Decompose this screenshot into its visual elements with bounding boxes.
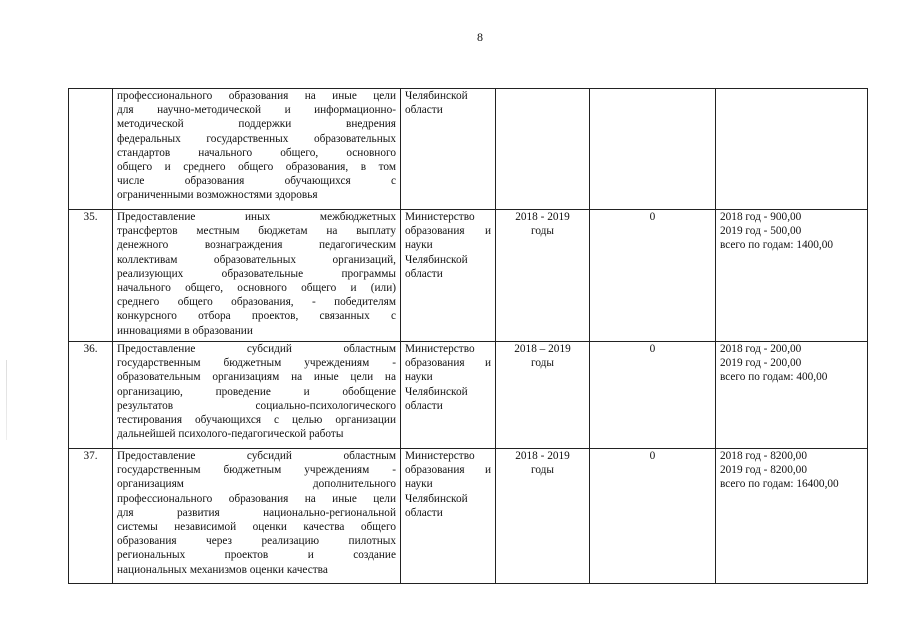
table-row [69, 210, 868, 342]
period-line: 2018 - 2019 [515, 211, 570, 223]
description-line: Предоставление субсидий областным [117, 450, 396, 462]
measure-description [113, 449, 401, 584]
description-line: ограниченными возможностями здоровья [117, 189, 318, 202]
executor-line: Челябинской [405, 253, 468, 266]
description-line: результатов социально-психологического [117, 399, 396, 412]
scan-artifact [6, 360, 7, 440]
description-line: реализующих образовательные программы [117, 267, 396, 280]
description-line: числе образования обучающихся с [117, 175, 396, 188]
executor-line: области [405, 267, 443, 280]
description-line: профессионального образования на иные цели [117, 90, 396, 102]
federal-funding [590, 89, 716, 210]
executor-line: области [405, 104, 443, 117]
funding-line: 2019 год - 8200,00 [720, 464, 807, 477]
description-line: стандартов начального общего, основного [117, 146, 396, 159]
description-line: денежного вознаграждения педагогическим [117, 239, 396, 252]
measure-description [113, 342, 401, 449]
measures-table [68, 88, 868, 584]
period-line: годы [530, 225, 554, 238]
description-line: государственным бюджетным учреждениям - [117, 464, 396, 477]
description-line: системы независимой оценки качества общего [117, 521, 396, 534]
description-line: национальных механизмов оценки качества [117, 563, 328, 576]
description-line: Предоставление субсидий областным [117, 343, 396, 355]
measure-description [113, 89, 401, 210]
description-line: тестирования обучающихся с целью организации [117, 414, 396, 427]
description-line: профессионального образования на иные цели [117, 492, 396, 505]
executor [401, 342, 496, 449]
description-line: среднего общего образования, - победителям [117, 296, 396, 309]
funding-line: 2019 год - 200,00 [720, 357, 802, 370]
description-line: государственным бюджетным учреждениям - [117, 357, 396, 370]
regional-funding [716, 449, 868, 584]
table-row [69, 342, 868, 449]
executor-line: образования и [405, 357, 491, 370]
row-number: 35. [69, 210, 113, 342]
executor-line: области [405, 399, 443, 412]
federal-funding: 0 [590, 210, 716, 342]
executor-line: науки [405, 239, 433, 252]
description-line: организацию, проведение и обобщение [117, 385, 396, 398]
executor-line: Челябинской [405, 385, 468, 398]
executor [401, 449, 496, 584]
regional-funding [716, 89, 868, 210]
row-number [69, 89, 113, 210]
description-line: региональных проектов и создание [117, 549, 396, 562]
description-line: начального общего, основного общего и (или) [117, 282, 396, 295]
row-number: 36. [69, 342, 113, 449]
period-line: 2018 - 2019 [515, 450, 570, 462]
table-row [69, 449, 868, 584]
executor-line: Челябинской [405, 90, 468, 102]
funding-line: 2018 год - 200,00 [720, 343, 802, 355]
funding-line: всего по годам: 1400,00 [720, 239, 834, 252]
period-line: 2018 – 2019 [514, 343, 571, 355]
description-line: образовательным организациям на иные цели на [117, 371, 396, 384]
description-line: методической поддержки внедрения [117, 118, 396, 131]
executor [401, 89, 496, 210]
executor-line: Министерство [405, 343, 475, 355]
period-line: годы [530, 357, 554, 370]
table-row [69, 89, 868, 210]
description-line: коллективам образовательных организаций, [117, 253, 396, 266]
funding-line: 2018 год - 8200,00 [720, 450, 807, 462]
row-number: 37. [69, 449, 113, 584]
funding-line: 2019 год - 500,00 [720, 225, 802, 238]
regional-funding [716, 210, 868, 342]
description-line: федеральных государственных образовательных [117, 132, 396, 145]
description-line: общего и среднего общего образования, в том [117, 161, 396, 174]
executor-line: области [405, 506, 443, 519]
description-line: организациям дополнительного [117, 478, 396, 491]
description-line: для научно-методической и информационно- [117, 104, 396, 117]
executor-line: науки [405, 478, 433, 491]
description-line: для развития национально-региональной [117, 506, 396, 519]
period-line: годы [530, 464, 554, 477]
description-line: конкурсного отбора проектов, связанных с [117, 310, 396, 323]
executor-line: образования и [405, 225, 491, 238]
description-line: дальнейшей психолого-педагогической работы [117, 428, 344, 441]
funding-line: всего по годам: 400,00 [720, 371, 828, 384]
federal-funding: 0 [590, 342, 716, 449]
measure-description [113, 210, 401, 342]
implementation-period [496, 342, 590, 449]
executor [401, 210, 496, 342]
implementation-period [496, 89, 590, 210]
federal-funding: 0 [590, 449, 716, 584]
page-number: 8 [477, 30, 483, 44]
implementation-period [496, 210, 590, 342]
funding-line: всего по годам: 16400,00 [720, 478, 839, 491]
description-line: Предоставление иных межбюджетных [117, 211, 396, 223]
executor-line: Министерство [405, 211, 475, 223]
executor-line: Челябинской [405, 492, 468, 505]
description-line: инновациями в образовании [117, 324, 253, 337]
description-line: образования через реализацию пилотных [117, 535, 396, 548]
funding-line: 2018 год - 900,00 [720, 211, 802, 223]
implementation-period [496, 449, 590, 584]
executor-line: образования и [405, 464, 491, 477]
executor-line: Министерство [405, 450, 475, 462]
regional-funding [716, 342, 868, 449]
executor-line: науки [405, 371, 433, 384]
description-line: трансфертов местным бюджетам на выплату [117, 225, 396, 238]
